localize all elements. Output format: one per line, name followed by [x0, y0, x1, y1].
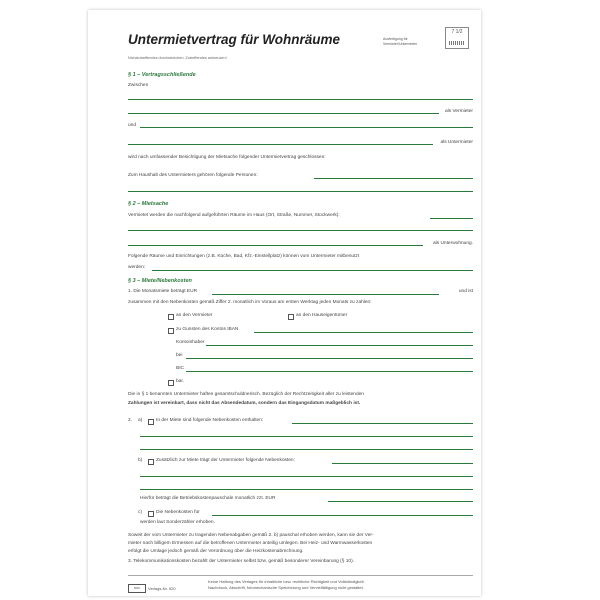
account-holder-line[interactable]: [206, 345, 473, 346]
opt-account-label: zu Gunsten des Kontos IBAN: [176, 327, 239, 332]
rent-amount-line[interactable]: [212, 294, 439, 295]
cash-label: bar.: [176, 379, 185, 384]
iban-line[interactable]: [254, 332, 473, 333]
joint-text-2: Zahlungen ist vereinbart, dass nicht das Absendedatum, sondern das Eingangsdatum maßgeblich ist.: [128, 401, 361, 406]
clause-2a-text: In der Miete sind folgende Nebenkosten enthalten:: [156, 418, 264, 423]
shared-rooms-line[interactable]: [152, 270, 473, 271]
footer-disclaimer-1: Keine Haftung des Verlages für inhaltliche bzw. rechtliche Richtigkeit und Vollständigkeit.: [208, 579, 365, 584]
clause-2c-text-2: werden laut Sonderzähler erhoben.: [140, 520, 215, 525]
bank-label: bei: [176, 353, 183, 358]
form-number: 7 1/2: [451, 29, 463, 35]
footer-divider: [128, 575, 473, 576]
clause-2a-line-3[interactable]: [140, 449, 473, 450]
bic-line[interactable]: [186, 371, 473, 372]
and-label: und: [128, 123, 137, 128]
checkbox-cash[interactable]: [168, 380, 174, 386]
section-2-heading: § 2 – Mietsache: [128, 201, 169, 207]
rent-text-1b: und ist: [458, 289, 473, 294]
clause-2c-letter: c): [138, 510, 142, 515]
as-flat-label: als Unterwohnung.: [433, 241, 473, 246]
bic-label: BIC: [176, 366, 184, 371]
clause-2b-line-3[interactable]: [140, 489, 473, 490]
bank-line[interactable]: [186, 358, 473, 359]
checkbox-owner[interactable]: [288, 314, 294, 320]
subtenant-line-2[interactable]: [128, 144, 433, 145]
checkbox-2b[interactable]: [148, 459, 154, 465]
telecom-text: 3. Telekommunikationskosten bezahlt der Untermieter selbst bzw. gemäß besonderer Vereinbarung (§ 10).: [128, 559, 355, 564]
household-line-2[interactable]: [128, 191, 473, 192]
flat-note-1: Soweit der vom Untermieter zu tragenden Nebenabgaben gemäß 2. b) pauschal erhoben werden, kann sie der Ver-: [128, 533, 374, 538]
opt-owner-label: an den Hauseigentümer: [296, 313, 348, 318]
barcode-icon: [449, 41, 465, 45]
checkbox-landlord[interactable]: [168, 314, 174, 320]
clause-2-number: 2.: [128, 418, 133, 423]
checkbox-2a[interactable]: [148, 419, 154, 425]
clause-2b-text: Zusätzlich zur Miete trägt der Untermieter folgende Nebenkosten:: [156, 458, 295, 463]
rent-text-1: 1. Die Monatsmiete beträgt EUR: [128, 289, 198, 294]
landlord-line-1[interactable]: [128, 99, 473, 100]
between-label: Zwischen: [128, 83, 149, 88]
checkbox-2c[interactable]: [148, 511, 154, 517]
clause-2a-letter: a): [138, 418, 143, 423]
flat-note-3: erfolgt die Umlage jedoch gemäß der Verordnung über die Heizkostenabrechnung.: [128, 549, 304, 554]
address-line-1[interactable]: [430, 218, 473, 219]
as-landlord-label: als Vermieter: [445, 109, 473, 114]
clause-2b-line-2[interactable]: [140, 476, 473, 477]
inspection-text: wird nach umfassender Besichtigung der Mietsache folgender Untermietvertrag geschlossen:: [128, 155, 326, 160]
as-subtenant-label: als Untermieter: [440, 140, 473, 145]
page-title: Untermietvertrag für Wohnräume: [128, 32, 341, 47]
footer-disclaimer-2: Nachdruck, Abschrift, fotomechanische Speicherung und Vervielfältigung nicht gestattet.: [208, 585, 364, 590]
instructions: Nichtzutreffendes durchstreichen. Zutreffendes ankreuzen!: [128, 56, 227, 60]
flat-rate-text: Hierfür beträgt die Betriebskostenpauschale monatlich zzt. EUR: [140, 496, 276, 501]
opt-landlord-label: an den Vermieter: [176, 313, 213, 318]
address-line-2[interactable]: [128, 230, 473, 231]
clause-2c-line[interactable]: [212, 515, 473, 516]
flat-rate-line[interactable]: [328, 501, 473, 502]
clause-2b-letter: b): [138, 458, 143, 463]
joint-text-1: Die in § 1 benannten Untermieter haften gesamtschuldnerisch. Bezüglich der Rechtzeitigkeit aller zu leistenden: [128, 392, 364, 397]
clause-2b-line-1[interactable]: [332, 463, 473, 464]
clause-2a-line-2[interactable]: [140, 436, 473, 437]
order-number: Verlags-Nr. 520: [148, 586, 176, 591]
clause-2a-line-1[interactable]: [292, 423, 473, 424]
publisher-logo: RNK: [128, 584, 146, 593]
account-holder-label: Kontoinhaber: [176, 340, 205, 345]
contract-page: [88, 10, 481, 596]
rented-text: Vermietet werden die nachfolgend aufgeführten Räume im Haus (Ort, Straße, Nummer, Stockwerk):: [128, 213, 340, 218]
section-1-heading: § 1 – Vertragsschließende: [128, 72, 196, 78]
rent-text-2: zusammen mit den Nebenkosten gemäß Ziffer 2. monatlich im Voraus am ersten Werktag jeden Monats zu zahlen:: [128, 300, 372, 305]
household-label: Zum Haushalt des Untermieters gehören folgende Personen:: [128, 173, 258, 178]
clause-2c-text-1: Die Nebenkosten für: [156, 510, 200, 515]
section-3-heading: § 3 – Miete/Nebenkosten: [128, 278, 192, 284]
address-line-3[interactable]: [128, 245, 423, 246]
checkbox-account[interactable]: [168, 328, 174, 334]
subtenant-line-1[interactable]: [140, 127, 473, 128]
flat-note-2: mieter nach billigem Ermessen auf die betroffenen Untermieter anteilig umlegen. Bei Heiz- und Warmwasserkosten: [128, 541, 373, 546]
copy-note: Ausfertigung für Vermieter/Untermieter: [383, 37, 418, 46]
household-line-1[interactable]: [314, 178, 473, 179]
landlord-line-2[interactable]: [128, 113, 439, 114]
shared-rooms-text-2: werden:: [128, 265, 146, 270]
shared-rooms-text-1: Folgende Räume und Einrichtungen (z.B. Küche, Bad, Kfz.-Einstellplatz) können vom Untermieter mitbenutzt: [128, 254, 360, 259]
form-logo: [445, 27, 469, 49]
